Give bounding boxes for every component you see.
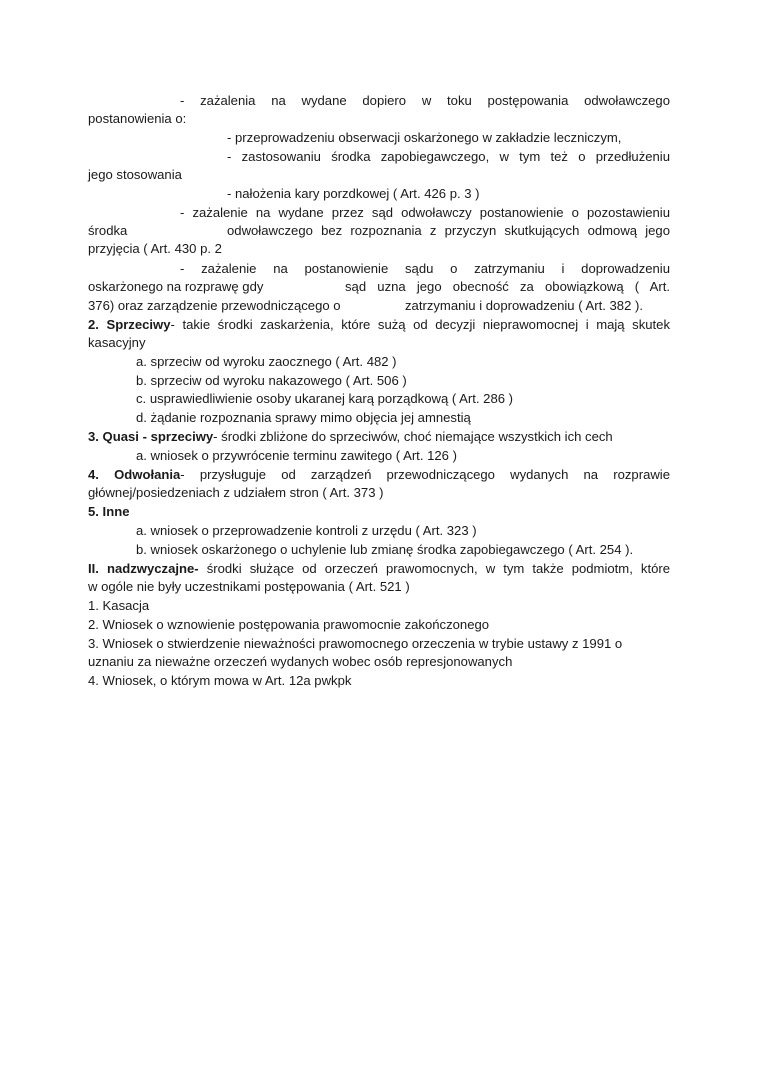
list-item: c. usprawiedliwienie osoby ukaranej karą porządkową ( Art. 286 ) bbox=[136, 391, 514, 406]
text-line: uznaniu za nieważne orzeczeń wydanych wobec osób represjonowanych bbox=[88, 654, 513, 669]
text-line: zatrzymaniu i doprowadzeniu ( Art. 382 ). bbox=[405, 298, 643, 313]
list-item: 3. Wniosek o stwierdzenie nieważności prawomocnego orzeczenia w trybie ustawy z 1991 o bbox=[88, 636, 623, 651]
section-heading: 3. Quasi - sprzeciwy bbox=[88, 429, 214, 444]
list-item: 1. Kasacja bbox=[88, 598, 150, 613]
list-item: 2. Wniosek o wznowienie postępowania prawomocnie zakończonego bbox=[88, 617, 490, 632]
text-line: jego stosowania bbox=[88, 167, 182, 182]
text-line: - zażalenie na postanowienie sądu o zatrzymaniu i doprowadzeniu bbox=[180, 261, 670, 276]
text-line: - przeprowadzeniu obserwacji oskarżonego w zakładzie leczniczym, bbox=[227, 130, 622, 145]
text-line: środka bbox=[88, 223, 128, 238]
section-heading-line bbox=[88, 560, 670, 578]
list-item: b. sprzeciw od wyroku nakazowego ( Art. 506 ) bbox=[136, 373, 407, 388]
text-line: w ogóle nie były uczestnikami postępowania ( Art. 521 ) bbox=[88, 579, 410, 594]
text-line: - zażalenie na wydane przez sąd odwoławczy postanowienie o pozostawieniu bbox=[180, 205, 670, 220]
section-heading-line bbox=[88, 316, 670, 334]
section-heading-line bbox=[88, 428, 613, 446]
text-line: 376) oraz zarządzenie przewodniczącego o bbox=[88, 298, 341, 313]
section-description: - takie środki zaskarżenia, które sużą od decyzji nieprawomocnej i mają skutek bbox=[170, 317, 670, 332]
section-description: - przysługuje od zarządzeń przewodniczącego wydanych na rozprawie bbox=[180, 467, 670, 482]
text-line: przyjęcia ( Art. 430 p. 2 bbox=[88, 241, 222, 256]
section-description: - środki zbliżone do sprzeciwów, choć niemające wszystkich ich cech bbox=[213, 429, 613, 444]
section-description: środki służące od orzeczeń prawomocnych, w tym także podmiotm, które bbox=[198, 561, 671, 576]
list-item: b. wniosek oskarżonego o uchylenie lub zmianę środka zapobiegawczego ( Art. 254 ). bbox=[136, 542, 634, 557]
section-heading: 2. Sprzeciwy bbox=[88, 317, 171, 332]
section-heading: 4. Odwołania bbox=[88, 467, 181, 482]
text-line: - zastosowaniu środka zapobiegawczego, w tym też o przedłużeniu bbox=[227, 149, 670, 164]
list-item: a. wniosek o przywrócenie terminu zawitego ( Art. 126 ) bbox=[136, 448, 457, 463]
section-heading-line bbox=[88, 466, 670, 484]
section-heading: II. nadzwyczajne- bbox=[88, 561, 199, 576]
list-item: 4. Wniosek, o którym mowa w Art. 12a pwkpk bbox=[88, 673, 352, 688]
text-line: - nałożenia kary porzdkowej ( Art. 426 p. 3 ) bbox=[227, 186, 480, 201]
text-line: postanowienia o: bbox=[88, 111, 187, 126]
text-line: kasacyjny bbox=[88, 335, 146, 350]
text-line: głównej/posiedzeniach z udziałem stron ( Art. 373 ) bbox=[88, 485, 384, 500]
list-item: d. żądanie rozpoznania sprawy mimo objęcia jej amnestią bbox=[136, 410, 471, 425]
text-line: sąd uzna jego obecność za obowiązkową ( Art. bbox=[345, 279, 670, 294]
text-line: odwoławczego bez rozpoznania z przyczyn skutkujących odmową jego bbox=[227, 223, 670, 238]
text-line: - zażalenia na wydane dopiero w toku postępowania odwoławczego bbox=[180, 93, 670, 108]
text-line: oskarżonego na rozprawę gdy bbox=[88, 279, 264, 294]
list-item: a. sprzeciw od wyroku zaocznego ( Art. 482 ) bbox=[136, 354, 397, 369]
section-heading: 5. Inne bbox=[88, 504, 130, 519]
list-item: a. wniosek o przeprowadzenie kontroli z urzędu ( Art. 323 ) bbox=[136, 523, 477, 538]
